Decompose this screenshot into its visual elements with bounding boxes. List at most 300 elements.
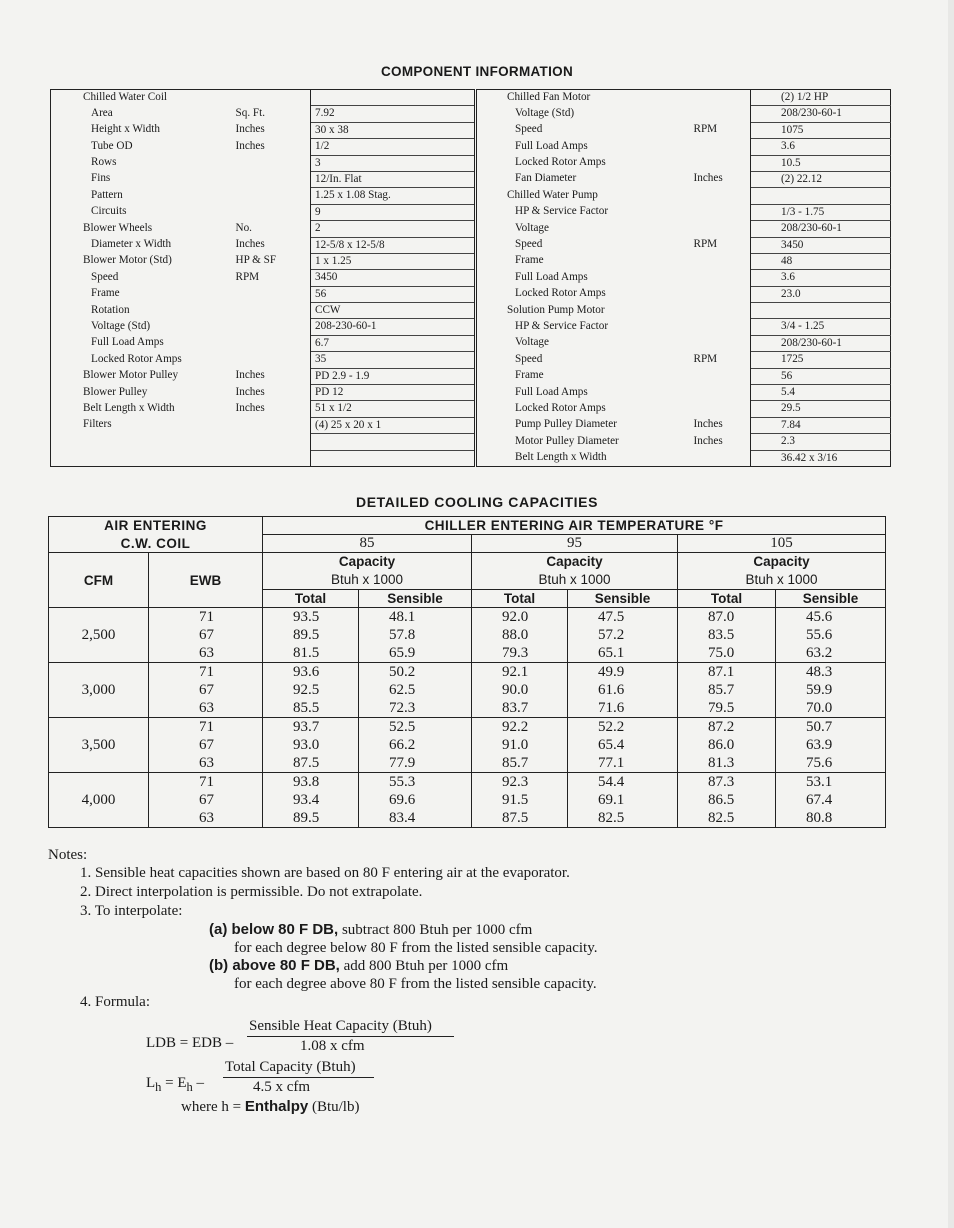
component-value: 23.0 [751, 286, 891, 302]
sensible-capacity-cell: 71.6 [568, 699, 678, 718]
notes-heading: Notes: [48, 847, 88, 863]
component-unit: Inches [664, 417, 751, 433]
capacity-row [49, 608, 886, 627]
sensible-capacity-cell: 57.2 [568, 626, 678, 644]
component-label: HP & Service Factor [476, 204, 664, 220]
sensible-capacity-cell: 48.1 [359, 608, 472, 627]
sensible-capacity-cell: 69.6 [359, 791, 472, 809]
component-unit: Inches [206, 401, 311, 417]
note-3a-text: subtract 800 Btuh per 1000 cfm [338, 922, 533, 938]
component-unit [664, 188, 751, 204]
component-value: 3450 [751, 237, 891, 253]
component-information-table [50, 89, 891, 467]
sensible-capacity-cell: 50.7 [776, 718, 886, 737]
sensible-header-105: Sensible [776, 590, 886, 608]
cfm-header: CFM [49, 553, 149, 608]
total-capacity-cell: 87.0 [678, 608, 776, 627]
component-value: 35 [311, 352, 476, 368]
component-unit: Inches [664, 434, 751, 450]
total-capacity-cell: 85.7 [472, 754, 568, 773]
component-label: Pattern [51, 188, 206, 204]
component-label: Chilled Fan Motor [476, 90, 664, 106]
component-value: 3/4 - 1.25 [751, 319, 891, 335]
ewb-cell: 71 [149, 718, 263, 737]
note-2: 2. Direct interpolation is permissible. Do not extrapolate. [80, 884, 423, 900]
component-unit [206, 450, 311, 466]
capacity-row [49, 736, 886, 754]
component-row [51, 385, 891, 401]
component-row [51, 171, 891, 187]
component-value: 2 [311, 221, 476, 237]
component-value: 3.6 [751, 139, 891, 155]
component-value: 208/230-60-1 [751, 106, 891, 122]
component-unit: RPM [664, 237, 751, 253]
total-capacity-cell: 82.5 [678, 809, 776, 828]
total-capacity-cell: 87.5 [472, 809, 568, 828]
formula-2-numerator: Total Capacity (Btuh) [225, 1059, 356, 1075]
formula-2-lhs [146, 1074, 204, 1096]
note-3a [209, 921, 532, 939]
ewb-cell: 63 [149, 754, 263, 773]
component-row [51, 319, 891, 335]
detailed-cooling-table [48, 516, 886, 828]
component-label: Voltage (Std) [476, 106, 664, 122]
component-label: Blower Motor (Std) [51, 253, 206, 269]
total-capacity-cell: 93.4 [263, 791, 359, 809]
btuh-label-85: Btuh x 1000 [263, 571, 472, 590]
total-capacity-cell: 87.5 [263, 754, 359, 773]
component-unit [664, 270, 751, 286]
component-row [51, 90, 891, 106]
component-label: Chilled Water Pump [476, 188, 664, 204]
component-unit [206, 319, 311, 335]
component-value: 30 x 38 [311, 122, 476, 138]
total-capacity-cell: 83.5 [678, 626, 776, 644]
component-value [311, 90, 476, 106]
sensible-capacity-cell: 83.4 [359, 809, 472, 828]
total-capacity-cell: 87.3 [678, 773, 776, 792]
sensible-capacity-cell: 45.6 [776, 608, 886, 627]
sensible-capacity-cell: 80.8 [776, 809, 886, 828]
total-capacity-cell: 89.5 [263, 809, 359, 828]
component-value: 51 x 1/2 [311, 401, 476, 417]
total-capacity-cell: 89.5 [263, 626, 359, 644]
cw-coil-header: C.W. COIL [49, 535, 263, 553]
component-label: Voltage [476, 335, 664, 351]
component-row [51, 434, 891, 450]
component-value: 56 [751, 368, 891, 384]
component-value: 208-230-60-1 [311, 319, 476, 335]
formula-1-denominator: 1.08 x cfm [300, 1038, 365, 1054]
component-value: PD 12 [311, 385, 476, 401]
capacity-row [49, 809, 886, 828]
cfm-cell: 2,500 [49, 608, 149, 663]
total-capacity-cell: 86.0 [678, 736, 776, 754]
ewb-cell: 67 [149, 626, 263, 644]
total-capacity-cell: 92.2 [472, 718, 568, 737]
component-unit [664, 401, 751, 417]
where-enthalpy: Enthalpy [244, 1098, 309, 1115]
component-label: Frame [476, 253, 664, 269]
component-unit: RPM [664, 352, 751, 368]
component-value: 3 [311, 155, 476, 171]
component-unit [664, 335, 751, 351]
component-information-title: COMPONENT INFORMATION [380, 64, 574, 79]
component-value: 56 [311, 286, 476, 302]
total-capacity-cell: 75.0 [678, 644, 776, 663]
note-4: 4. Formula: [80, 994, 150, 1010]
component-unit: Inches [206, 368, 311, 384]
component-row [51, 303, 891, 319]
component-value: 208/230-60-1 [751, 335, 891, 351]
air-entering-header: AIR ENTERING [49, 517, 263, 535]
component-unit: Inches [206, 122, 311, 138]
total-capacity-cell: 83.7 [472, 699, 568, 718]
chiller-entering-header: CHILLER ENTERING AIR TEMPERATURE °F [263, 517, 886, 535]
sensible-capacity-cell: 55.3 [359, 773, 472, 792]
component-label: Filters [51, 417, 206, 433]
note-1: 1. Sensible heat capacities shown are based on 80 F entering air at the evaporator. [80, 865, 570, 881]
total-capacity-cell: 85.7 [678, 681, 776, 699]
component-value: (2) 1/2 HP [751, 90, 891, 106]
formula-2-sub-2: h [186, 1080, 193, 1094]
component-unit [206, 417, 311, 433]
capacity-label-105: Capacity [678, 553, 886, 572]
cfm-cell: 3,000 [49, 663, 149, 718]
sensible-capacity-cell: 62.5 [359, 681, 472, 699]
where-text: where h = [181, 1099, 245, 1115]
component-unit [664, 221, 751, 237]
total-capacity-cell: 93.0 [263, 736, 359, 754]
component-value: 9 [311, 204, 476, 220]
component-unit: Sq. Ft. [206, 106, 311, 122]
component-label: Chilled Water Coil [51, 90, 206, 106]
total-header-95: Total [472, 590, 568, 608]
total-capacity-cell: 90.0 [472, 681, 568, 699]
component-row [51, 352, 891, 368]
sensible-capacity-cell: 72.3 [359, 699, 472, 718]
sensible-capacity-cell: 48.3 [776, 663, 886, 682]
component-label: Frame [51, 286, 206, 302]
sensible-capacity-cell: 70.0 [776, 699, 886, 718]
component-unit [206, 188, 311, 204]
component-label: Fan Diameter [476, 171, 664, 187]
component-label: Tube OD [51, 139, 206, 155]
component-value: 29.5 [751, 401, 891, 417]
capacity-row [49, 663, 886, 682]
capacity-row [49, 699, 886, 718]
component-unit [206, 286, 311, 302]
component-unit [206, 155, 311, 171]
sensible-capacity-cell: 77.9 [359, 754, 472, 773]
component-value: 3.6 [751, 270, 891, 286]
component-value: (4) 25 x 20 x 1 [311, 417, 476, 433]
component-label: HP & Service Factor [476, 319, 664, 335]
component-unit: Inches [206, 237, 311, 253]
sensible-capacity-cell: 55.6 [776, 626, 886, 644]
component-label: Full Load Amps [476, 270, 664, 286]
component-label: Rotation [51, 303, 206, 319]
component-unit: Inches [206, 139, 311, 155]
ewb-cell: 71 [149, 608, 263, 627]
sensible-capacity-cell: 52.2 [568, 718, 678, 737]
total-capacity-cell: 81.5 [263, 644, 359, 663]
total-capacity-cell: 93.5 [263, 608, 359, 627]
formula-2-L: L [146, 1075, 156, 1091]
component-label: Locked Rotor Amps [476, 401, 664, 417]
note-3b-line2: for each degree above 80 F from the listed sensible capacity. [234, 976, 597, 992]
component-unit [664, 319, 751, 335]
component-label: Blower Wheels [51, 221, 206, 237]
formula-1-numerator: Sensible Heat Capacity (Btuh) [249, 1018, 432, 1034]
sensible-capacity-cell: 63.2 [776, 644, 886, 663]
ewb-cell: 63 [149, 699, 263, 718]
component-unit [664, 139, 751, 155]
component-row [51, 204, 891, 220]
sensible-capacity-cell: 63.9 [776, 736, 886, 754]
ewb-cell: 63 [149, 809, 263, 828]
component-row [51, 237, 891, 253]
component-label: Speed [476, 352, 664, 368]
component-label: Blower Pulley [51, 385, 206, 401]
component-unit: RPM [206, 270, 311, 286]
component-row [51, 270, 891, 286]
component-unit [206, 204, 311, 220]
ewb-cell: 67 [149, 791, 263, 809]
component-label: Rows [51, 155, 206, 171]
component-row [51, 417, 891, 433]
component-label: Speed [51, 270, 206, 286]
cfm-cell: 4,000 [49, 773, 149, 828]
formula-2-E: = E [161, 1075, 187, 1091]
total-capacity-cell: 93.8 [263, 773, 359, 792]
component-label: Voltage (Std) [51, 319, 206, 335]
component-row [51, 450, 891, 466]
sensible-header-95: Sensible [568, 590, 678, 608]
component-value: 208/230-60-1 [751, 221, 891, 237]
component-value: 3450 [311, 270, 476, 286]
sensible-capacity-cell: 50.2 [359, 663, 472, 682]
component-value: 1.25 x 1.08 Stag. [311, 188, 476, 204]
sensible-capacity-cell: 52.5 [359, 718, 472, 737]
sensible-capacity-cell: 75.6 [776, 754, 886, 773]
temp-105-header: 105 [678, 535, 886, 553]
sensible-capacity-cell: 65.1 [568, 644, 678, 663]
component-unit: No. [206, 221, 311, 237]
component-value: 1725 [751, 352, 891, 368]
component-label: Height x Width [51, 122, 206, 138]
component-unit [206, 90, 311, 106]
capacity-row [49, 626, 886, 644]
sensible-capacity-cell: 65.9 [359, 644, 472, 663]
sensible-header-85: Sensible [359, 590, 472, 608]
component-label: Fins [51, 171, 206, 187]
temp-95-header: 95 [472, 535, 678, 553]
ewb-cell: 71 [149, 663, 263, 682]
total-capacity-cell: 92.3 [472, 773, 568, 792]
total-capacity-cell: 86.5 [678, 791, 776, 809]
sensible-capacity-cell: 53.1 [776, 773, 886, 792]
component-value: 12/In. Flat [311, 171, 476, 187]
component-value: 1/3 - 1.75 [751, 204, 891, 220]
component-unit [664, 204, 751, 220]
component-row [51, 122, 891, 138]
component-row [51, 401, 891, 417]
capacity-row [49, 681, 886, 699]
total-capacity-cell: 87.2 [678, 718, 776, 737]
component-label: Solution Pump Motor [476, 303, 664, 319]
formula-2-sub-1: h [155, 1080, 162, 1094]
capacity-row [49, 718, 886, 737]
component-value: 10.5 [751, 155, 891, 171]
component-value: 6.7 [311, 335, 476, 351]
component-label: Speed [476, 122, 664, 138]
component-unit: RPM [664, 122, 751, 138]
component-unit [664, 385, 751, 401]
total-capacity-cell: 87.1 [678, 663, 776, 682]
component-value: PD 2.9 - 1.9 [311, 368, 476, 384]
component-value: 7.92 [311, 106, 476, 122]
ewb-header: EWB [149, 553, 263, 608]
total-capacity-cell: 92.0 [472, 608, 568, 627]
sensible-capacity-cell: 66.2 [359, 736, 472, 754]
component-unit [664, 253, 751, 269]
component-value: CCW [311, 303, 476, 319]
sensible-capacity-cell: 54.4 [568, 773, 678, 792]
note-3: 3. To interpolate: [80, 903, 183, 919]
ewb-cell: 67 [149, 736, 263, 754]
component-label: Speed [476, 237, 664, 253]
where-line [181, 1098, 359, 1116]
note-3a-line2: for each degree below 80 F from the listed sensible capacity. [234, 940, 598, 956]
capacity-label-85: Capacity [263, 553, 472, 572]
component-unit [664, 368, 751, 384]
detailed-cooling-title: DETAILED COOLING CAPACITIES [355, 494, 599, 510]
note-3b-bold: (b) above 80 F DB, [209, 957, 340, 974]
cfm-cell: 3,500 [49, 718, 149, 773]
capacity-label-95: Capacity [472, 553, 678, 572]
component-label: Full Load Amps [51, 335, 206, 351]
component-value: 36.42 x 3/16 [751, 450, 891, 466]
component-label: Circuits [51, 204, 206, 220]
ewb-cell: 63 [149, 644, 263, 663]
formula-2-minus: – [192, 1075, 205, 1091]
component-value: 5.4 [751, 385, 891, 401]
component-label: Frame [476, 368, 664, 384]
total-capacity-cell: 91.5 [472, 791, 568, 809]
component-value: 48 [751, 253, 891, 269]
component-label: Belt Length x Width [476, 450, 664, 466]
component-unit [206, 303, 311, 319]
component-row [51, 286, 891, 302]
capacity-row [49, 754, 886, 773]
total-capacity-cell: 92.1 [472, 663, 568, 682]
ewb-cell: 71 [149, 773, 263, 792]
component-label: Motor Pulley Diameter [476, 434, 664, 450]
component-row [51, 368, 891, 384]
component-value [751, 303, 891, 319]
component-label: Voltage [476, 221, 664, 237]
component-row [51, 335, 891, 351]
sensible-capacity-cell: 61.6 [568, 681, 678, 699]
total-header-85: Total [263, 590, 359, 608]
component-label: Belt Length x Width [51, 401, 206, 417]
total-capacity-cell: 93.7 [263, 718, 359, 737]
component-unit [206, 352, 311, 368]
component-label: Pump Pulley Diameter [476, 417, 664, 433]
total-capacity-cell: 92.5 [263, 681, 359, 699]
component-row [51, 221, 891, 237]
component-label: Full Load Amps [476, 385, 664, 401]
component-unit [206, 335, 311, 351]
note-3b-text: add 800 Btuh per 1000 cfm [339, 958, 509, 974]
component-unit: Inches [664, 171, 751, 187]
component-row [51, 106, 891, 122]
component-label: Full Load Amps [476, 139, 664, 155]
note-3a-bold: (a) below 80 F DB, [209, 921, 339, 938]
component-label: Locked Rotor Amps [476, 155, 664, 171]
component-value [311, 434, 476, 450]
component-value: 2.3 [751, 434, 891, 450]
component-value: 1/2 [311, 139, 476, 155]
component-label: Area [51, 106, 206, 122]
total-capacity-cell: 81.3 [678, 754, 776, 773]
sensible-capacity-cell: 47.5 [568, 608, 678, 627]
component-unit: Inches [206, 385, 311, 401]
component-unit [664, 106, 751, 122]
sensible-capacity-cell: 82.5 [568, 809, 678, 828]
component-unit [664, 155, 751, 171]
sensible-capacity-cell: 67.4 [776, 791, 886, 809]
sensible-capacity-cell: 57.8 [359, 626, 472, 644]
component-label: Blower Motor Pulley [51, 368, 206, 384]
component-label: Diameter x Width [51, 237, 206, 253]
component-row [51, 188, 891, 204]
btuh-label-105: Btuh x 1000 [678, 571, 886, 590]
where-unit: (Btu/lb) [308, 1099, 360, 1115]
capacity-row [49, 644, 886, 663]
component-unit [664, 450, 751, 466]
component-value [751, 188, 891, 204]
sensible-capacity-cell: 49.9 [568, 663, 678, 682]
component-unit [664, 303, 751, 319]
component-value: 12-5/8 x 12-5/8 [311, 237, 476, 253]
component-label: Locked Rotor Amps [476, 286, 664, 302]
sensible-capacity-cell: 59.9 [776, 681, 886, 699]
component-unit [664, 286, 751, 302]
component-value: 1 x 1.25 [311, 253, 476, 269]
scan-edge [948, 0, 954, 1228]
total-capacity-cell: 88.0 [472, 626, 568, 644]
formula-2-denominator: 4.5 x cfm [253, 1079, 311, 1095]
total-capacity-cell: 85.5 [263, 699, 359, 718]
component-unit [206, 434, 311, 450]
component-unit [206, 171, 311, 187]
component-label [51, 434, 206, 450]
total-capacity-cell: 91.0 [472, 736, 568, 754]
total-capacity-cell: 79.3 [472, 644, 568, 663]
sensible-capacity-cell: 77.1 [568, 754, 678, 773]
formula-1-lhs: LDB = EDB – [146, 1035, 234, 1051]
total-capacity-cell: 79.5 [678, 699, 776, 718]
component-label [51, 450, 206, 466]
component-row [51, 155, 891, 171]
component-value: 7.84 [751, 417, 891, 433]
total-header-105: Total [678, 590, 776, 608]
component-value: (2) 22.12 [751, 171, 891, 187]
btuh-label-95: Btuh x 1000 [472, 571, 678, 590]
capacity-row [49, 791, 886, 809]
